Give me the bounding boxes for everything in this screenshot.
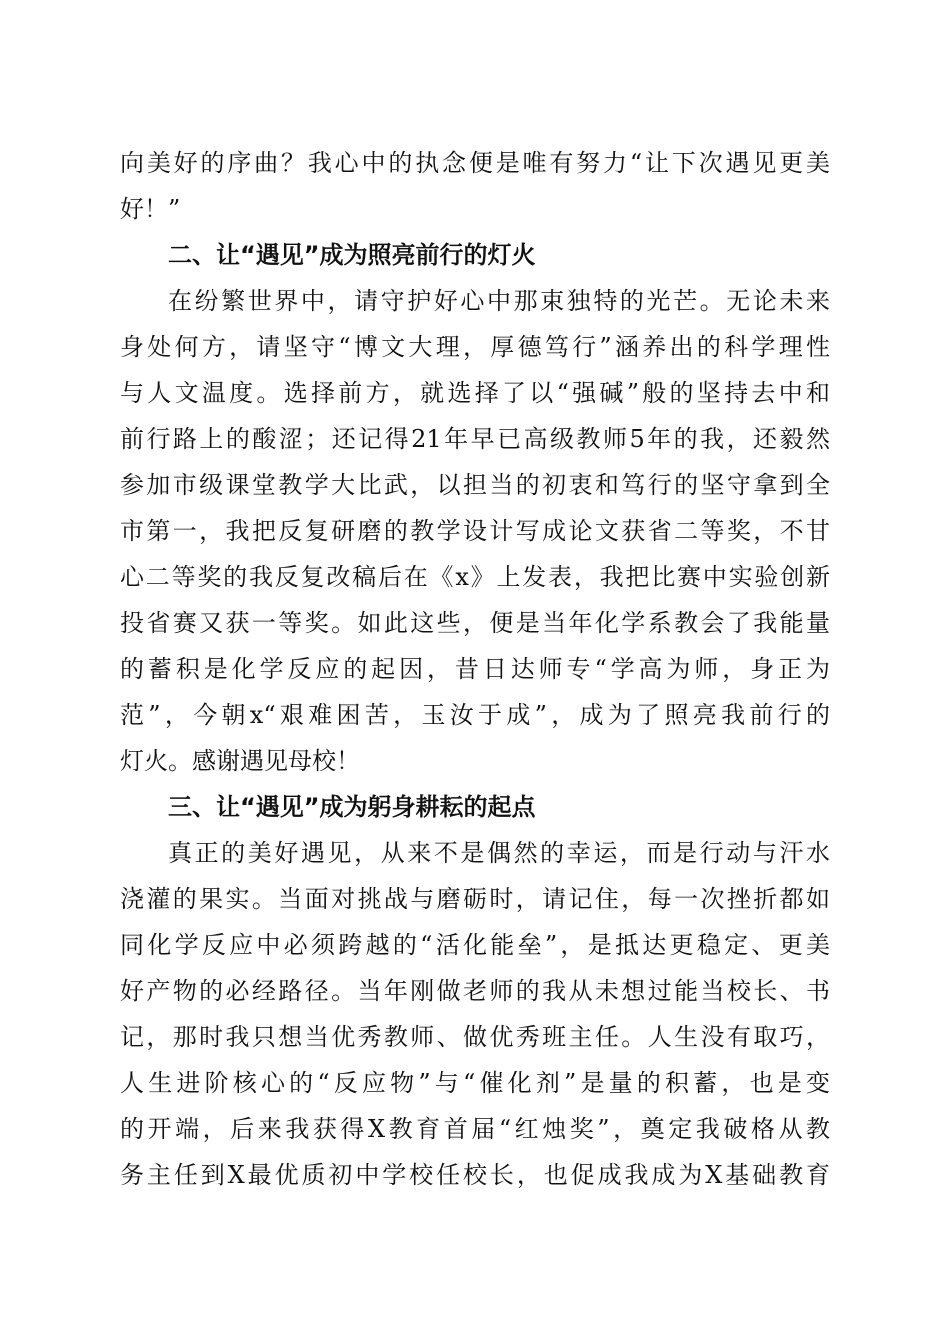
paragraph-line: 与人文温度。选择前方，就选择了以“强碱”般的坚持去中和 [120,379,830,407]
paragraph-line: 投省赛又获一等奖。如此这些，便是当年化学系教会了我能量 [120,609,830,637]
paragraph-line: 浇灌的果实。当面对挑战与磨砺时，请记住，每一次挫折都如 [120,885,830,913]
paragraph-line: 心二等奖的我反复改稿后在《x》上发表，我把比赛中实验创新 [120,563,830,591]
paragraph-line: 真正的美好遇见，从来不是偶然的幸运，而是行动与汗水 [168,839,830,867]
section-heading-3: 三、让“遇见”成为躬身耕耘的起点 [168,793,536,821]
paragraph-line: 的蓄积是化学反应的起因，昔日达师专“学高为师，身正为 [120,655,830,683]
paragraph-line: 人生进阶核心的“反应物”与“催化剂”是量的积蓄，也是变 [120,1069,830,1097]
paragraph-line: 范”，今朝x“艰难困苦，玉汝于成”，成为了照亮我前行的 [120,701,830,729]
paragraph-line: 前行路上的酸涩；还记得21年早已高级教师5年的我，还毅然 [120,425,830,453]
paragraph-line: 好产物的必经路径。当年刚做老师的我从未想过能当校长、书 [120,977,830,1005]
paragraph-line: 的开端，后来我获得X教育首届“红烛奖”，奠定我破格从教 [120,1115,830,1143]
paragraph-line: 好！” [120,195,181,223]
section-heading-2: 二、让“遇见”成为照亮前行的灯火 [168,241,536,269]
paragraph-line: 同化学反应中必须跨越的“活化能垒”，是抵达更稳定、更美 [120,931,830,959]
paragraph-line: 参加市级课堂教学大比武，以担当的初衷和笃行的坚守拿到全 [120,471,830,499]
paragraph-line: 务主任到X最优质初中学校任校长，也促成我成为X基础教育 [120,1161,830,1189]
paragraph-line: 向美好的序曲？我心中的执念便是唯有努力“让下次遇见更美 [120,149,830,177]
paragraph-line: 记，那时我只想当优秀教师、做优秀班主任。人生没有取巧， [120,1023,830,1051]
paragraph-line: 市第一，我把反复研磨的教学设计写成论文获省二等奖，不甘 [120,517,830,545]
paragraph-line: 灯火。感谢遇见母校！ [120,747,360,775]
paragraph-line: 在纷繁世界中，请守护好心中那束独特的光芒。无论未来 [168,287,830,315]
paragraph-line: 身处何方，请坚守“博文大理，厚德笃行”涵养出的科学理性 [120,333,830,361]
